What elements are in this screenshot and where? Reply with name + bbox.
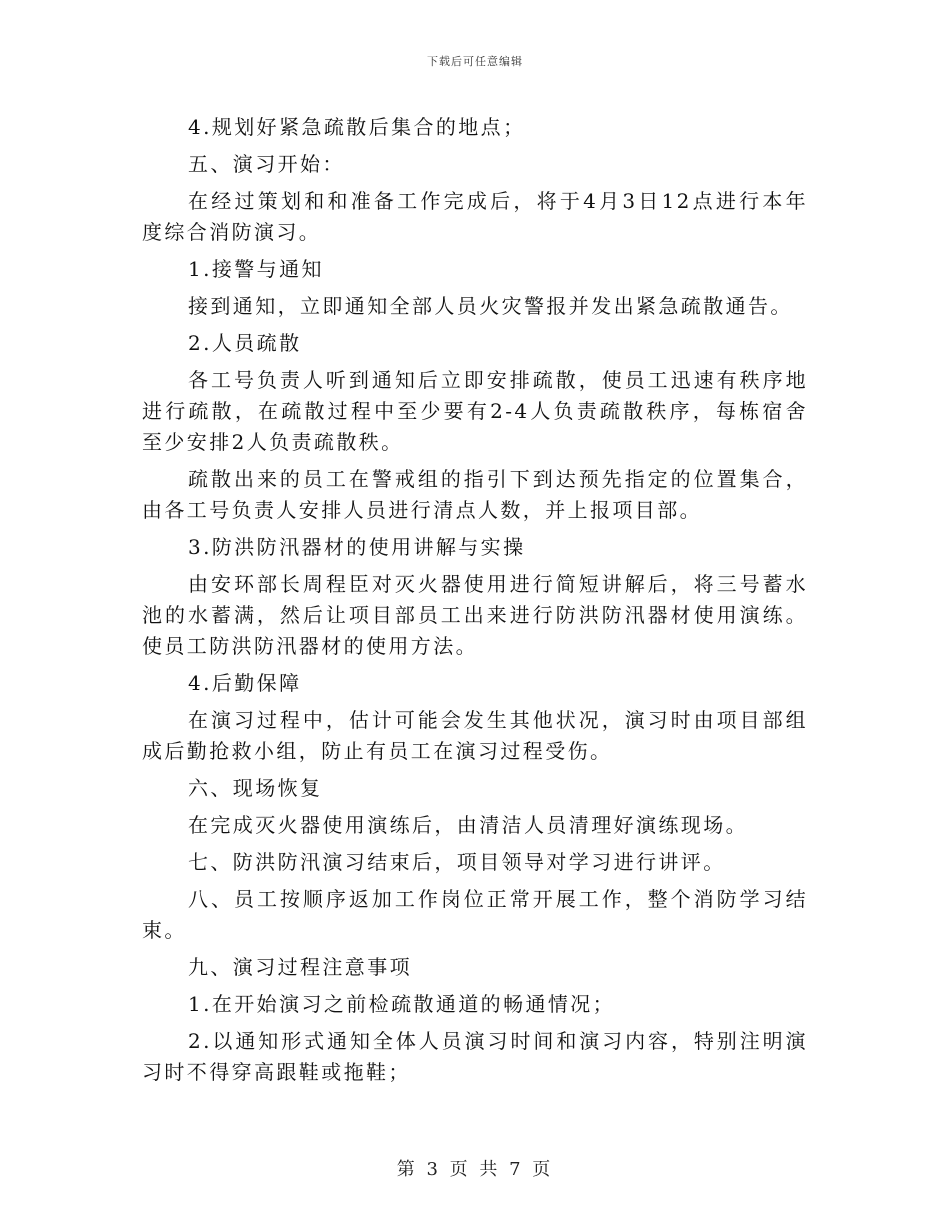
section-heading: 七、防洪防汛演习结束后，项目领导对学习进行讲评。: [188, 850, 726, 874]
list-item: 1.在开始演习之前检疏散通道的畅通情况；: [188, 992, 616, 1016]
paragraph: 各工号负责人听到通知后立即安排疏散，使员工迅速有秩序地进行疏散，在疏散过程中至少要有2-4人负责疏散秩序，每栋宿舍至少安排2人负责疏散秩。: [142, 368, 808, 454]
page-number: 第 3 页 共 7 页: [396, 1159, 554, 1180]
subsection-heading: 2.人员疏散: [188, 331, 302, 355]
paragraph: 在完成灭火器使用演练后，由清洁人员清理好演练现场。: [188, 813, 748, 837]
list-item: 2.以通知形式通知全体人员演习时间和演习内容，特别注明演习时不得穿高跟鞋或拖鞋；: [142, 1029, 808, 1084]
document-body: [142, 112, 808, 1094]
section-heading: 五、演习开始：: [188, 152, 345, 176]
subsection-heading: 1.接警与通知: [188, 257, 324, 281]
section-heading: 六、现场恢复: [188, 776, 323, 800]
paragraph: 在演习过程中，估计可能会发生其他状况，演习时由项目部组成后勤抢救小组，防止有员工在演习过程受伤。: [142, 708, 808, 763]
subsection-heading: 4.后勤保障: [188, 671, 302, 695]
paragraph: 由安环部长周程臣对灭火器使用进行简短讲解后，将三号蓄水池的水蓄满，然后让项目部员工出来进行防洪防汛器材使用演练。使员工防洪防汛器材的使用方法。: [142, 572, 808, 658]
paragraph: 在经过策划和和准备工作完成后，将于4月3日12点进行本年度综合消防演习。: [142, 189, 808, 244]
paragraph: 接到通知，立即通知全部人员火灾警报并发出紧急疏散通告。: [188, 294, 793, 318]
paragraph: 4.规划好紧急疏散后集合的地点；: [188, 115, 526, 139]
paragraph: 疏散出来的员工在警戒组的指引下到达预先指定的位置集合，由各工号负责人安排人员进行清点人数，并上报项目部。: [142, 467, 808, 522]
subsection-heading: 3.防洪防汛器材的使用讲解与实操: [188, 535, 526, 559]
section-heading: 九、演习过程注意事项: [188, 955, 412, 979]
page-header-note: 下载后可任意编辑: [427, 55, 523, 68]
section-heading: 八、员工按顺序返加工作岗位正常开展工作，整个消防学习结束。: [142, 887, 808, 942]
